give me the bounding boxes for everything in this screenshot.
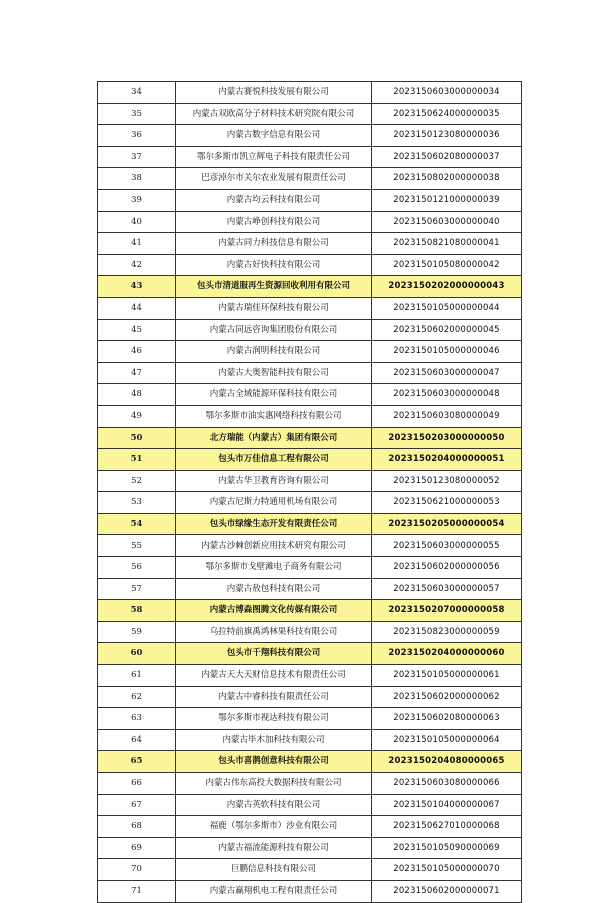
table-row xyxy=(98,513,522,535)
company-name: 包头市喜鹊创意科技有限公司 xyxy=(176,751,372,773)
registration-code: 2023150205000000054 xyxy=(372,513,522,535)
table-row xyxy=(98,449,522,471)
company-name: 内蒙古赛悦科技发展有限公司 xyxy=(176,82,372,104)
registration-code: 2023150603000000048 xyxy=(372,384,522,406)
table-row xyxy=(98,621,522,643)
registration-code: 2023150207000000058 xyxy=(372,600,522,622)
table-row xyxy=(98,362,522,384)
company-name: 内蒙古全域能源环保科技有限公司 xyxy=(176,384,372,406)
registration-code: 2023150104000000067 xyxy=(372,794,522,816)
registration-code: 2023150624000000035 xyxy=(372,103,522,125)
row-number: 49 xyxy=(98,405,176,427)
row-number: 55 xyxy=(98,535,176,557)
row-number: 44 xyxy=(98,297,176,319)
registration-code: 2023150821080000041 xyxy=(372,233,522,255)
row-number: 51 xyxy=(98,449,176,471)
table-body xyxy=(98,82,522,903)
table-row xyxy=(98,643,522,665)
company-name: 内蒙古天大天财信息技术有限责任公司 xyxy=(176,665,372,687)
registration-code: 2023150603000000040 xyxy=(372,211,522,233)
row-number: 66 xyxy=(98,773,176,795)
table-row xyxy=(98,751,522,773)
registration-code: 2023150602000000071 xyxy=(372,880,522,902)
company-name: 内蒙古峥创科技有限公司 xyxy=(176,211,372,233)
row-number: 71 xyxy=(98,880,176,902)
company-name: 鄂尔多斯市戈壁滩电子商务有限公司 xyxy=(176,557,372,579)
company-name: 内蒙古大奥智能科技有限公司 xyxy=(176,362,372,384)
row-number: 46 xyxy=(98,341,176,363)
table-row xyxy=(98,146,522,168)
table-row xyxy=(98,254,522,276)
registration-code: 2023150105000000044 xyxy=(372,297,522,319)
registration-code: 2023150603000000057 xyxy=(372,578,522,600)
row-number: 43 xyxy=(98,276,176,298)
company-name: 内蒙古敖包科技有限公司 xyxy=(176,578,372,600)
registration-code: 2023150603080000066 xyxy=(372,773,522,795)
company-name: 内蒙古赢翔机电工程有限责任公司 xyxy=(176,880,372,902)
registration-code: 2023150121000000039 xyxy=(372,189,522,211)
company-name: 包头市千翔科技有限公司 xyxy=(176,643,372,665)
table-row xyxy=(98,384,522,406)
table-row xyxy=(98,189,522,211)
registration-code: 2023150105000000070 xyxy=(372,859,522,881)
row-number: 63 xyxy=(98,708,176,730)
row-number: 65 xyxy=(98,751,176,773)
row-number: 41 xyxy=(98,233,176,255)
company-name: 鄂尔多斯市凯立辉电子科技有限责任公司 xyxy=(176,146,372,168)
registration-code: 2023150203000000050 xyxy=(372,427,522,449)
table-row xyxy=(98,492,522,514)
company-name: 福鹿（鄂尔多斯市）沙业有限公司 xyxy=(176,816,372,838)
table-row xyxy=(98,297,522,319)
company-name: 内蒙古好快科技有限公司 xyxy=(176,254,372,276)
row-number: 40 xyxy=(98,211,176,233)
company-name: 内蒙古中睿科技有限责任公司 xyxy=(176,686,372,708)
registration-code: 2023150627010000068 xyxy=(372,816,522,838)
table-row xyxy=(98,211,522,233)
row-number: 56 xyxy=(98,557,176,579)
registration-code: 2023150105000000064 xyxy=(372,729,522,751)
table-row xyxy=(98,82,522,104)
company-name: 乌拉特前旗禹鸿林果科技有限公司 xyxy=(176,621,372,643)
row-number: 70 xyxy=(98,859,176,881)
row-number: 42 xyxy=(98,254,176,276)
table-row xyxy=(98,665,522,687)
registration-code: 2023150123080000052 xyxy=(372,470,522,492)
registration-code: 2023150602000000062 xyxy=(372,686,522,708)
registration-code: 2023150204000000060 xyxy=(372,643,522,665)
row-number: 36 xyxy=(98,125,176,147)
company-name: 包头市绿缘生态开发有限责任公司 xyxy=(176,513,372,535)
registration-code: 2023150602000000045 xyxy=(372,319,522,341)
row-number: 61 xyxy=(98,665,176,687)
registration-code: 2023150105000000046 xyxy=(372,341,522,363)
table-row xyxy=(98,600,522,622)
company-name: 内蒙古福流能源科技有限公司 xyxy=(176,837,372,859)
row-number: 45 xyxy=(98,319,176,341)
company-name: 包头市清道服再生资源回收利用有限公司 xyxy=(176,276,372,298)
row-number: 35 xyxy=(98,103,176,125)
registration-code: 2023150603000000047 xyxy=(372,362,522,384)
row-number: 60 xyxy=(98,643,176,665)
registration-code: 2023150823000000059 xyxy=(372,621,522,643)
company-name: 内蒙古沙棘创新应用技术研究有限公司 xyxy=(176,535,372,557)
row-number: 47 xyxy=(98,362,176,384)
registration-code: 2023150105000000061 xyxy=(372,665,522,687)
row-number: 54 xyxy=(98,513,176,535)
registration-code: 2023150603080000049 xyxy=(372,405,522,427)
row-number: 64 xyxy=(98,729,176,751)
table-row xyxy=(98,470,522,492)
registration-code: 2023150602080000063 xyxy=(372,708,522,730)
company-name: 内蒙古双欧高分子材料技术研究院有限公司 xyxy=(176,103,372,125)
company-name: 内蒙古华卫教育咨询有限公司 xyxy=(176,470,372,492)
table-row xyxy=(98,859,522,881)
row-number: 57 xyxy=(98,578,176,600)
row-number: 62 xyxy=(98,686,176,708)
company-name: 内蒙古英软科技有限公司 xyxy=(176,794,372,816)
registration-code: 2023150202000000043 xyxy=(372,276,522,298)
company-name: 内蒙古瑞佳环保科技有限公司 xyxy=(176,297,372,319)
company-name: 内蒙古数字信息有限公司 xyxy=(176,125,372,147)
row-number: 67 xyxy=(98,794,176,816)
company-name: 内蒙古同远咨询集团股份有限公司 xyxy=(176,319,372,341)
table-row xyxy=(98,837,522,859)
row-number: 34 xyxy=(98,82,176,104)
registration-code: 2023150602000000056 xyxy=(372,557,522,579)
table-row xyxy=(98,427,522,449)
company-name: 巴彦淖尔市关尔农业发展有限责任公司 xyxy=(176,168,372,190)
registration-code: 2023150123080000036 xyxy=(372,125,522,147)
table-row xyxy=(98,405,522,427)
company-registry-table xyxy=(97,81,522,903)
table-row xyxy=(98,794,522,816)
registration-code: 2023150105080000042 xyxy=(372,254,522,276)
row-number: 69 xyxy=(98,837,176,859)
table-row xyxy=(98,276,522,298)
row-number: 39 xyxy=(98,189,176,211)
table-row xyxy=(98,233,522,255)
table-row xyxy=(98,125,522,147)
table-row xyxy=(98,557,522,579)
company-name: 巨鹏信息科技有限公司 xyxy=(176,859,372,881)
registration-code: 2023150621000000053 xyxy=(372,492,522,514)
table-row xyxy=(98,319,522,341)
registration-code: 2023150602080000037 xyxy=(372,146,522,168)
company-name: 北方瑞能（内蒙古）集团有限公司 xyxy=(176,427,372,449)
row-number: 58 xyxy=(98,600,176,622)
table-row xyxy=(98,708,522,730)
company-name: 内蒙古同力科技信息有限公司 xyxy=(176,233,372,255)
row-number: 53 xyxy=(98,492,176,514)
table-row xyxy=(98,103,522,125)
table-row xyxy=(98,168,522,190)
registration-code: 2023150204080000065 xyxy=(372,751,522,773)
row-number: 59 xyxy=(98,621,176,643)
row-number: 38 xyxy=(98,168,176,190)
company-name: 内蒙古毕木加科技有限公司 xyxy=(176,729,372,751)
table-row xyxy=(98,535,522,557)
table-row xyxy=(98,341,522,363)
table-row xyxy=(98,686,522,708)
company-name: 内蒙古尼斯力特通用机场有限公司 xyxy=(176,492,372,514)
row-number: 50 xyxy=(98,427,176,449)
row-number: 68 xyxy=(98,816,176,838)
registration-code: 2023150105090000069 xyxy=(372,837,522,859)
table-row xyxy=(98,578,522,600)
registration-code: 2023150204000000051 xyxy=(372,449,522,471)
table-row xyxy=(98,816,522,838)
company-name: 内蒙古伟东高投大数据科技有限公司 xyxy=(176,773,372,795)
registration-code: 2023150802000000038 xyxy=(372,168,522,190)
table-row xyxy=(98,880,522,902)
company-name: 内蒙古润明科技有限公司 xyxy=(176,341,372,363)
company-name: 鄂尔多斯市视达科技有限公司 xyxy=(176,708,372,730)
table-row xyxy=(98,773,522,795)
company-name: 内蒙古博森图腾文化传媒有限公司 xyxy=(176,600,372,622)
registration-code: 2023150603000000034 xyxy=(372,82,522,104)
company-name: 鄂尔多斯市油实惠网络科技有限公司 xyxy=(176,405,372,427)
company-name: 内蒙古均云科技有限公司 xyxy=(176,189,372,211)
row-number: 37 xyxy=(98,146,176,168)
row-number: 48 xyxy=(98,384,176,406)
registration-code: 2023150603000000055 xyxy=(372,535,522,557)
table-row xyxy=(98,729,522,751)
row-number: 52 xyxy=(98,470,176,492)
company-name: 包头市万佳信息工程有限公司 xyxy=(176,449,372,471)
